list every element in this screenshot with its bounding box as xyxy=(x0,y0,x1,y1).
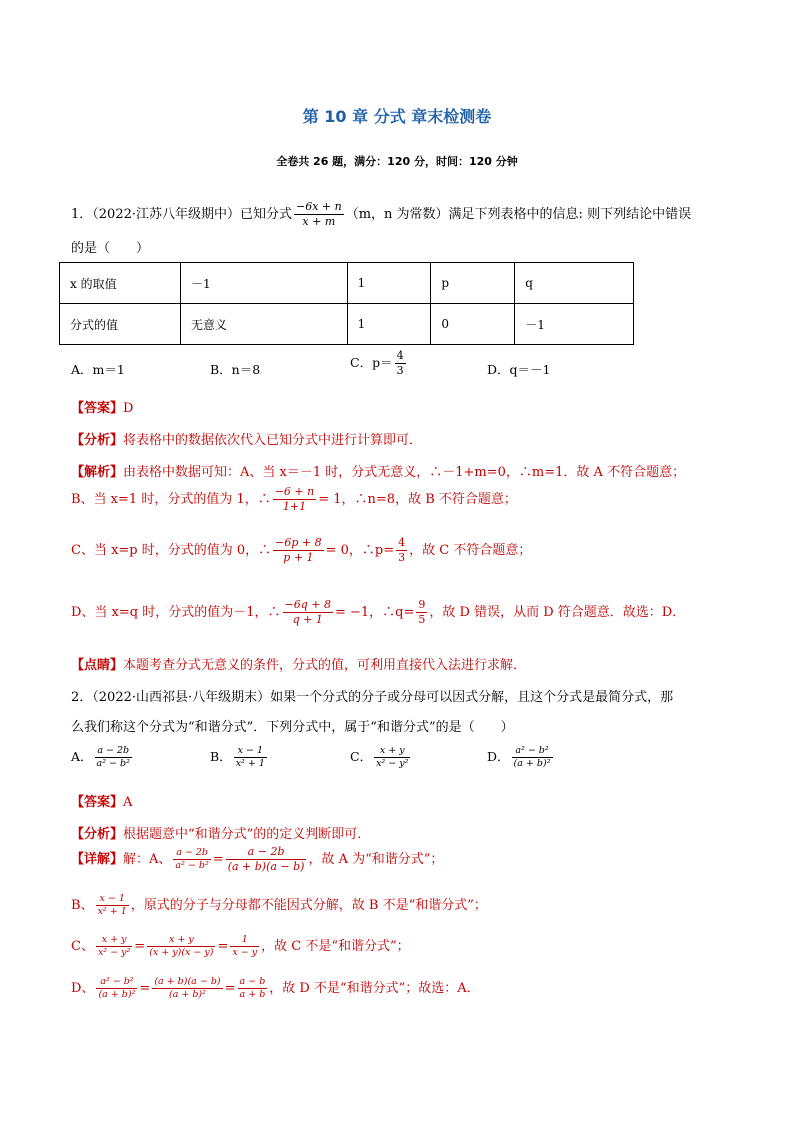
fraction-denominator: q + 1 xyxy=(292,612,323,626)
option-fraction xyxy=(234,745,267,770)
q1-solution-3 xyxy=(71,536,531,565)
fraction-numerator: a² − b² xyxy=(512,745,553,758)
fraction-denominator: (a + b)(a − b) xyxy=(227,859,305,873)
solution-text: B、当 x=1 时，分式的值为 1，∴ xyxy=(71,491,271,507)
table-cell: －1 xyxy=(515,304,634,345)
detail-fraction xyxy=(173,847,210,872)
fraction-denominator: 3 xyxy=(398,550,406,564)
fraction-numerator: 9 xyxy=(418,598,426,611)
solution-text: = −1，∴q= xyxy=(334,604,415,620)
solution-text: ，故 D 错误，从而 D 符合题意．故选：D． xyxy=(429,604,686,620)
fraction-numerator: x − 1 xyxy=(234,745,267,758)
fraction-denominator: 3 xyxy=(396,363,404,377)
answer-value: D xyxy=(123,401,134,416)
fraction-numerator: x − 1 xyxy=(96,893,129,906)
solution-fraction xyxy=(416,598,427,627)
detail-tag: 【详解】 xyxy=(71,851,124,867)
solution-tag: 【解析】 xyxy=(71,465,124,480)
fraction-numerator: x + y xyxy=(147,934,215,947)
solution-text: ，故 C 不符合题意； xyxy=(409,542,532,558)
analysis-text: 将表格中的数据依次代入已知分式中进行计算即可． xyxy=(123,433,423,448)
table-cell: 1 xyxy=(347,263,431,304)
detail-text: ，故 A 为“和谐分式”； xyxy=(308,851,444,867)
fraction-denominator: (a + b)² xyxy=(513,757,551,769)
option-fraction xyxy=(512,745,553,770)
q1-comment xyxy=(71,654,526,673)
detail-fraction xyxy=(96,893,129,918)
q2-answer xyxy=(71,791,132,810)
detail-fraction xyxy=(96,934,132,959)
fraction-numerator: −6 + n xyxy=(274,485,315,498)
equals-sign: = xyxy=(139,980,151,996)
exam-info: 全卷共 26 题，满分：120 分，时间：120 分钟 xyxy=(276,155,518,168)
fraction-denominator: a² − b² xyxy=(96,757,130,769)
q1-stem-prefix: 1．（2022·江苏八年级期中）已知分式 xyxy=(71,206,292,222)
solution-text: = 1，∴n=8，故 B 不符合题意； xyxy=(318,491,517,507)
solution-fraction xyxy=(273,536,323,565)
fraction-numerator: x + y xyxy=(96,934,132,947)
q1-option-a: A．m＝1 xyxy=(71,362,125,377)
q2-detail-3 xyxy=(71,934,410,959)
fraction-numerator: 4 xyxy=(398,536,406,549)
analysis-text: 根据题意中“和谐分式”的的定义判断即可． xyxy=(123,827,371,842)
fraction-numerator: a − 2b xyxy=(226,845,307,860)
answer-tag: 【答案】 xyxy=(71,795,124,810)
table-row xyxy=(60,263,634,304)
fraction-denominator: x² − y² xyxy=(376,757,409,769)
q2-option-b xyxy=(210,745,269,770)
analysis-tag: 【分析】 xyxy=(71,827,124,842)
table-cell: x 的取值 xyxy=(60,263,181,304)
table-cell: p xyxy=(431,263,515,304)
table-cell: q xyxy=(515,263,634,304)
fraction-numerator: (a + b)(a − b) xyxy=(154,976,221,987)
fraction-denominator: a² − b² xyxy=(175,859,209,871)
fraction-numerator: 1 xyxy=(230,934,259,947)
option-label: C． xyxy=(350,748,373,764)
option-fraction xyxy=(95,745,132,770)
q2-detail-2 xyxy=(71,893,487,918)
q2-analysis xyxy=(71,823,370,842)
q1-stem xyxy=(71,200,691,229)
fraction-denominator: (a + b)² xyxy=(98,988,136,1000)
fraction-numerator: x + y xyxy=(374,745,410,758)
fraction-denominator: p + 1 xyxy=(283,550,314,564)
q1-answer xyxy=(71,397,133,416)
detail-fraction xyxy=(238,976,268,1001)
fraction-denominator: a + b xyxy=(239,988,266,1000)
equals-sign: = xyxy=(212,851,224,867)
fraction-numerator: a² − b² xyxy=(96,976,137,989)
fraction-denominator: (a + b)² xyxy=(168,988,206,1000)
detail-text: C、 xyxy=(71,938,94,954)
option-fraction xyxy=(374,745,410,770)
detail-text: ，故 C 不是“和谐分式”； xyxy=(261,938,410,954)
q2-option-a xyxy=(71,745,134,770)
comment-tag: 【点睛】 xyxy=(71,658,124,673)
q1-table xyxy=(59,262,634,345)
q2-stem-end: 么我们称这个分式为“和谐分式”．下列分式中，属于“和谐分式”的是（ ） xyxy=(71,720,514,735)
q1-analysis xyxy=(71,429,422,448)
fraction-numerator: −6q + 8 xyxy=(284,598,331,611)
fraction-denominator: (x + y)(x − y) xyxy=(149,946,214,958)
solution-text: C、当 x=p 时，分式的值为 0，∴ xyxy=(71,542,272,558)
q1-fraction-denominator: x + m xyxy=(302,214,336,228)
table-cell: 分式的值 xyxy=(60,304,181,345)
q1-option-d: D．q＝－1 xyxy=(487,362,551,377)
solution-text: D、当 x=q 时，分式的值为－1，∴ xyxy=(71,604,281,620)
option-label: A． xyxy=(71,748,93,764)
q1-solution-2 xyxy=(71,485,517,514)
detail-fraction xyxy=(230,934,259,959)
q1-option-b: B．n＝8 xyxy=(210,362,261,377)
fraction-denominator: x² + 1 xyxy=(97,905,127,917)
fraction-numerator: a − b xyxy=(239,976,266,987)
q1-stem-end: 的是（ ） xyxy=(71,241,150,256)
answer-value: A xyxy=(123,795,133,810)
table-cell: 无意义 xyxy=(181,304,348,345)
comment-text: 本题考查分式无意义的条件，分式的值，可利用直接代入法进行求解． xyxy=(123,658,527,673)
detail-text: B、 xyxy=(71,897,94,913)
q2-option-c xyxy=(350,745,412,770)
solution-text: 由表格中数据可知：A、当 x＝－1 时，分式无意义，∴－1+m=0，∴m=1．故 A 不符合题意； xyxy=(123,465,686,480)
detail-fraction xyxy=(226,845,307,874)
equals-sign: = xyxy=(224,980,236,996)
fraction-denominator: 5 xyxy=(418,612,426,626)
detail-fraction xyxy=(152,976,222,1001)
q2-option-d xyxy=(487,745,555,770)
q2-detail-1 xyxy=(71,845,443,874)
table-cell: －1 xyxy=(181,263,348,304)
q2-stem: 2．（2022·山西祁县·八年级期末）如果一个分式的分子或分母可以因式分解，且这个分式是最简分式，那 xyxy=(71,690,674,705)
q1-given-fraction xyxy=(294,200,344,229)
q1-option-c xyxy=(350,349,408,378)
q1-option-c-label: C．p＝ xyxy=(350,354,393,370)
q1-fraction-numerator: −6x + n xyxy=(296,200,342,213)
option-label: D． xyxy=(487,748,510,764)
detail-fraction xyxy=(147,934,215,959)
q1-stem-suffix: （m，n 为常数）满足下列表格中的信息: 则下列结论中错误 xyxy=(345,206,692,222)
solution-fraction xyxy=(396,536,407,565)
detail-text: D、 xyxy=(71,980,95,996)
table-cell: 0 xyxy=(431,304,515,345)
solution-fraction xyxy=(283,598,333,627)
q2-detail-4 xyxy=(71,976,480,1001)
equals-sign: = xyxy=(134,938,146,954)
detail-text: ，故 D 不是“和谐分式”；故选：A． xyxy=(269,980,480,996)
detail-fraction xyxy=(96,976,137,1001)
fraction-denominator: x² − y² xyxy=(97,946,131,958)
page-title: 第 10 章 分式 章末检测卷 xyxy=(302,107,492,126)
q1-option-c-fraction xyxy=(395,349,406,378)
analysis-tag: 【分析】 xyxy=(71,433,124,448)
fraction-numerator: 4 xyxy=(396,349,404,362)
detail-text: ，原式的分子与分母都不能因式分解，故 B 不是“和谐分式”； xyxy=(130,897,487,913)
solution-text: = 0，∴p= xyxy=(325,542,395,558)
equals-sign: = xyxy=(217,938,229,954)
answer-tag: 【答案】 xyxy=(71,401,124,416)
fraction-denominator: x² + 1 xyxy=(235,757,265,769)
detail-text: 解：A、 xyxy=(123,851,172,867)
fraction-numerator: a − 2b xyxy=(95,745,132,758)
q1-solution-4 xyxy=(71,598,685,627)
q1-solution-1 xyxy=(71,461,685,480)
fraction-numerator: −6p + 8 xyxy=(275,536,322,549)
table-row xyxy=(60,304,634,345)
fraction-denominator: 1+1 xyxy=(282,499,307,513)
solution-fraction xyxy=(273,485,317,514)
table-cell: 1 xyxy=(347,304,431,345)
fraction-numerator: a − 2b xyxy=(173,847,210,860)
option-label: B． xyxy=(210,748,232,764)
fraction-denominator: x − y xyxy=(232,946,258,958)
